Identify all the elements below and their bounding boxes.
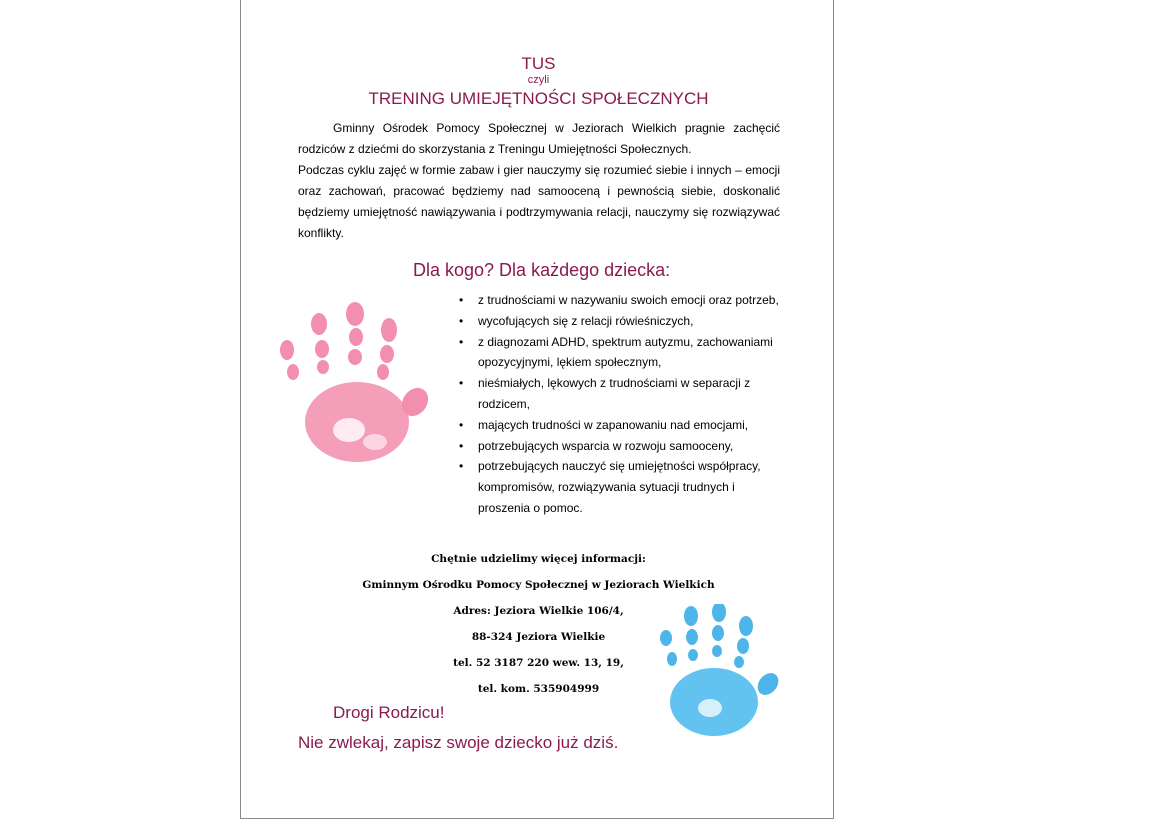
bullet-icon: • xyxy=(459,376,464,391)
intro-text xyxy=(298,118,780,244)
closing-call-to-action: Nie zwlekaj, zapisz swoje dziecko już dziś. xyxy=(298,733,619,752)
list-item: • potrzebujących nauczyć się umiejętności współpracy, kompromisów, rozwiązywania sytuacji trudnych i proszenia o pomoc. xyxy=(459,456,789,518)
contact-heading: Chętnie udzielimy więcej informacji: xyxy=(431,553,646,565)
intro-paragraph-2: Podczas cyklu zajęć w formie zabaw i gier nauczymy się rozumieć siebie i innych – emocji oraz zachowań, pracować będziemy nad samooceną i pewnością siebie, doskonalić będziemy umiejętność nawiązywania i podtrzymywania relacji, nauczymy się rozwiązywać konflikty. xyxy=(298,163,780,240)
list-item: • wycofujących się z relacji rówieśniczych, xyxy=(459,311,789,332)
list-item: • z diagnozami ADHD, spektrum autyzmu, zachowaniami opozycyjnymi, lękiem społecznym, xyxy=(459,332,789,374)
target-list xyxy=(459,290,789,519)
list-item: • mających trudności w zapanowaniu nad emocjami, xyxy=(459,415,789,436)
bullet-icon: • xyxy=(459,313,464,328)
contact-institution: Gminnym Ośrodku Pomocy Społecznej w Jeziorach Wielkich xyxy=(362,579,715,591)
closing-greeting: Drogi Rodzicu! xyxy=(333,703,445,722)
title-czyli: czyli xyxy=(527,74,550,86)
bullet-icon: • xyxy=(459,438,464,453)
intro-paragraph-1: Gminny Ośrodek Pomocy Społecznej w Jeziorach Wielkich pragnie zachęcić rodziców z dziećmi do skorzystania z Treningu Umiejętności Społecznych. xyxy=(298,121,780,156)
contact-mobile: tel. kom. 535904999 xyxy=(477,683,600,695)
blue-handprint-icon xyxy=(654,604,786,740)
list-item: • potrzebujących wsparcia w rozwoju samooceny, xyxy=(459,436,789,457)
target-heading: Dla kogo? Dla każdego dziecka: xyxy=(413,260,671,280)
contact-phone: tel. 52 3187 220 wew. 13, 19, xyxy=(453,657,624,669)
bullet-icon: • xyxy=(459,293,464,307)
bullet-icon: • xyxy=(459,459,464,474)
title-tus: TUS xyxy=(521,54,556,73)
contact-postal-code: 88-324 Jeziora Wielkie xyxy=(471,631,606,643)
page-title: TRENING UMIEJĘTNOŚCI SPOŁECZNYCH xyxy=(368,89,709,108)
contact-address: Adres: Jeziora Wielkie 106/4, xyxy=(453,605,624,617)
pink-handprint-icon xyxy=(277,302,432,470)
bullet-icon: • xyxy=(459,334,464,349)
bullet-icon: • xyxy=(459,417,464,432)
list-item: • nieśmiałych, lękowych z trudnościami w separacji z rodzicem, xyxy=(459,373,789,415)
document-page xyxy=(240,0,834,819)
list-item: • z trudnościami w nazywaniu swoich emocji oraz potrzeb, xyxy=(459,290,789,311)
